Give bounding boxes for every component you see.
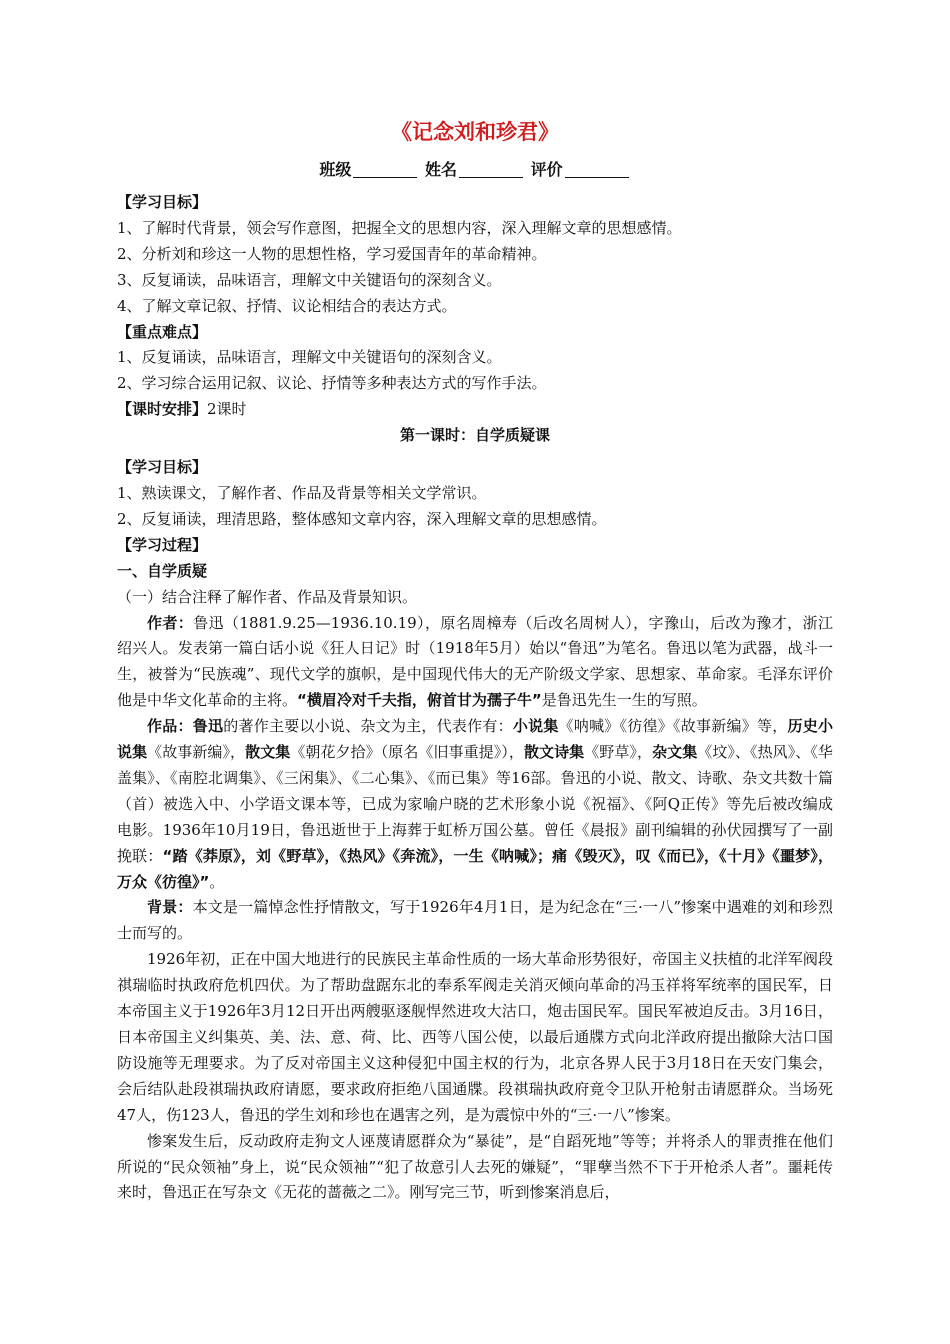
works-key: 散文集 <box>245 743 291 762</box>
works-key: 历史小说集 <box>117 717 833 762</box>
aftermath-paragraph: 惨案发生后，反动政府走狗文人诬蔑请愿群众为“暴徒”，是“自蹈死地”等等；并将杀人的罪责推在他们所说的“民众领袖”身上，说“民众领袖”“犯了故意引人去死的嫌疑”，“罪孽当然不下于开枪杀人者”。噩耗传来时，鲁迅正在写杂文《无花的蔷薇之二》。刚写完三节，听到惨案消息后， <box>117 1131 833 1202</box>
works-end: 。 <box>209 872 225 891</box>
name-blank <box>459 161 523 178</box>
works-value: 《故事新编》， <box>147 743 246 762</box>
background-label: 背景： <box>147 898 193 917</box>
subsection1: （一）结合注释了解作者、作品及背景知识。 <box>117 587 418 606</box>
works-key: 杂文集 <box>652 743 698 762</box>
works-value: 《野草》， <box>584 743 653 762</box>
schedule-value: 2课时 <box>207 400 247 419</box>
document-body <box>117 190 833 1206</box>
key-item: 1、反复诵读，品味语言，理解文中关键语句的深刻含义。 <box>117 348 502 367</box>
history-paragraph: 1926年初，正在中国大地进行的民族民主革命性质的一场大革命形势很好，帝国主义扶植的北洋军阀段祺瑞临时执政府危机四伏。为了帮助盘踞东北的奉系军阀走关消灭倾向革命的冯玉祥将军统率的国民军，日本帝国主义于1926年3月12日开出两艘驱逐舰悍然进攻大沽口，炮击国民军。国民军被迫反击。3月16日，日本帝国主义纠集英、美、法、意、荷、比、西等八国公使，以最后通牒方式向北洋政府提出撤除大沽口国防设施等无理要求。为了反对帝国主义这种侵犯中国主权的行为，北京各界人民于3月18日在天安门集会，会后结队赴段祺瑞执政府请愿，要求政府拒绝八国通牒。段祺瑞执政府竟令卫队开枪射击请愿群众。当场死47人，伤123人，鲁迅的学生刘和珍也在遇害之列，是为震惊中外的“三·一八”惨案。 <box>117 950 833 1124</box>
elegy-couplet: “踏《莽原》，刘《野草》，《热风》《奔流》，一生《呐喊》；痛《毁灭》，叹《而已》，《十月》《噩梦》，万众《彷徨》” <box>117 846 833 891</box>
goal-item: 4、了解文章记叙、抒情、议论相结合的表达方式。 <box>117 296 457 315</box>
author-text: 鲁迅（1881.9.25—1936.10.19），原名周樟寿（后改名周树人），字豫山，后改为豫才，浙江绍兴人。发表第一篇白话小说《狂人日记》时（1918年5月）始以“鲁迅”为笔名。鲁迅以笔为武器，战斗一生，被誉为“民族魂”、现代文学的旗帜，是中国现代伟大的无产阶级文学家、思想家、革命家。毛泽东评价他是中华文化革命的主将。 <box>117 613 833 710</box>
background-text: 本文是一篇悼念性抒情散文，写于1926年4月1日，是为纪念在“三·一八”惨案中遇难的刘和珍烈士而写的。 <box>117 898 833 943</box>
lesson1-title: 第一课时：自学质疑课 <box>399 426 550 445</box>
works-author-name: 鲁迅 <box>192 717 224 736</box>
background-paragraph <box>117 895 833 947</box>
author-quote: “横眉冷对千夫指，俯首甘为孺子牛” <box>297 691 542 710</box>
works-text: 的著作主要以小说、杂文为主，代表作有： <box>223 717 513 736</box>
eval-blank <box>565 161 629 178</box>
name-label: 姓名 <box>424 160 457 179</box>
student-info-line <box>0 157 950 180</box>
author-text-end: 是鲁迅先生一生的写照。 <box>541 691 707 710</box>
goal-item: 2、分析刘和珍这一人物的思想性格，学习爱国青年的革命精神。 <box>117 244 547 263</box>
lesson1-goals-heading: 【学习目标】 <box>117 458 208 477</box>
key-item: 2、学习综合运用记叙、议论、抒情等多种表达方式的写作手法。 <box>117 374 547 393</box>
lesson1-goal-item: 1、熟读课文，了解作者、作品及背景等相关文学常识。 <box>117 483 487 502</box>
works-key: 散文诗集 <box>523 743 585 762</box>
schedule-line <box>117 397 833 423</box>
author-label: 作者： <box>147 613 194 632</box>
works-label: 作品： <box>147 717 193 736</box>
schedule-heading: 【课时安排】 <box>117 400 208 419</box>
eval-label: 评价 <box>530 160 563 179</box>
works-key: 小说集 <box>512 717 559 736</box>
class-label: 班级 <box>319 160 352 179</box>
process-heading: 【学习过程】 <box>117 535 208 554</box>
goals-heading: 【学习目标】 <box>117 193 208 211</box>
lesson1-goal-item: 2、反复诵读，理清思路，整体感知文章内容，深入理解文章的思想感情。 <box>117 509 607 528</box>
works-value: 《朝花夕拾》（原名《旧事重提》）， <box>290 743 524 762</box>
works-paragraph <box>117 714 833 895</box>
works-value: 《坟》、《热风》、《华盖集》、《南腔北调集》、《三闲集》、《二心集》、《而已集》等16部。鲁迅的小说、散文、诗歌、杂文共数十篇（首）被选入中、小学语文课本等，已成为家喻户晓的艺术形象小说《祝福》、《阿Q正传》等先后被改编成电影。1936年10月19日，鲁迅逝世于上海葬于虹桥万国公墓。曾任《晨报》副刊编辑的孙伏园撰写了一副挽联： <box>117 743 833 865</box>
key-heading: 【重点难点】 <box>117 322 208 341</box>
goal-item: 1、了解时代背景，领会写作意图，把握全文的思想内容，深入理解文章的思想感情。 <box>117 218 682 237</box>
goal-item: 3、反复诵读，品味语言，理解文中关键语句的深刻含义。 <box>117 270 502 289</box>
author-paragraph <box>117 611 833 715</box>
works-value: 《呐喊》《彷徨》《故事新编》等， <box>558 717 788 736</box>
document-title: 《记念刘和珍君》 <box>391 120 559 144</box>
section1-heading: 一、自学质疑 <box>117 561 208 580</box>
class-blank <box>353 161 417 178</box>
